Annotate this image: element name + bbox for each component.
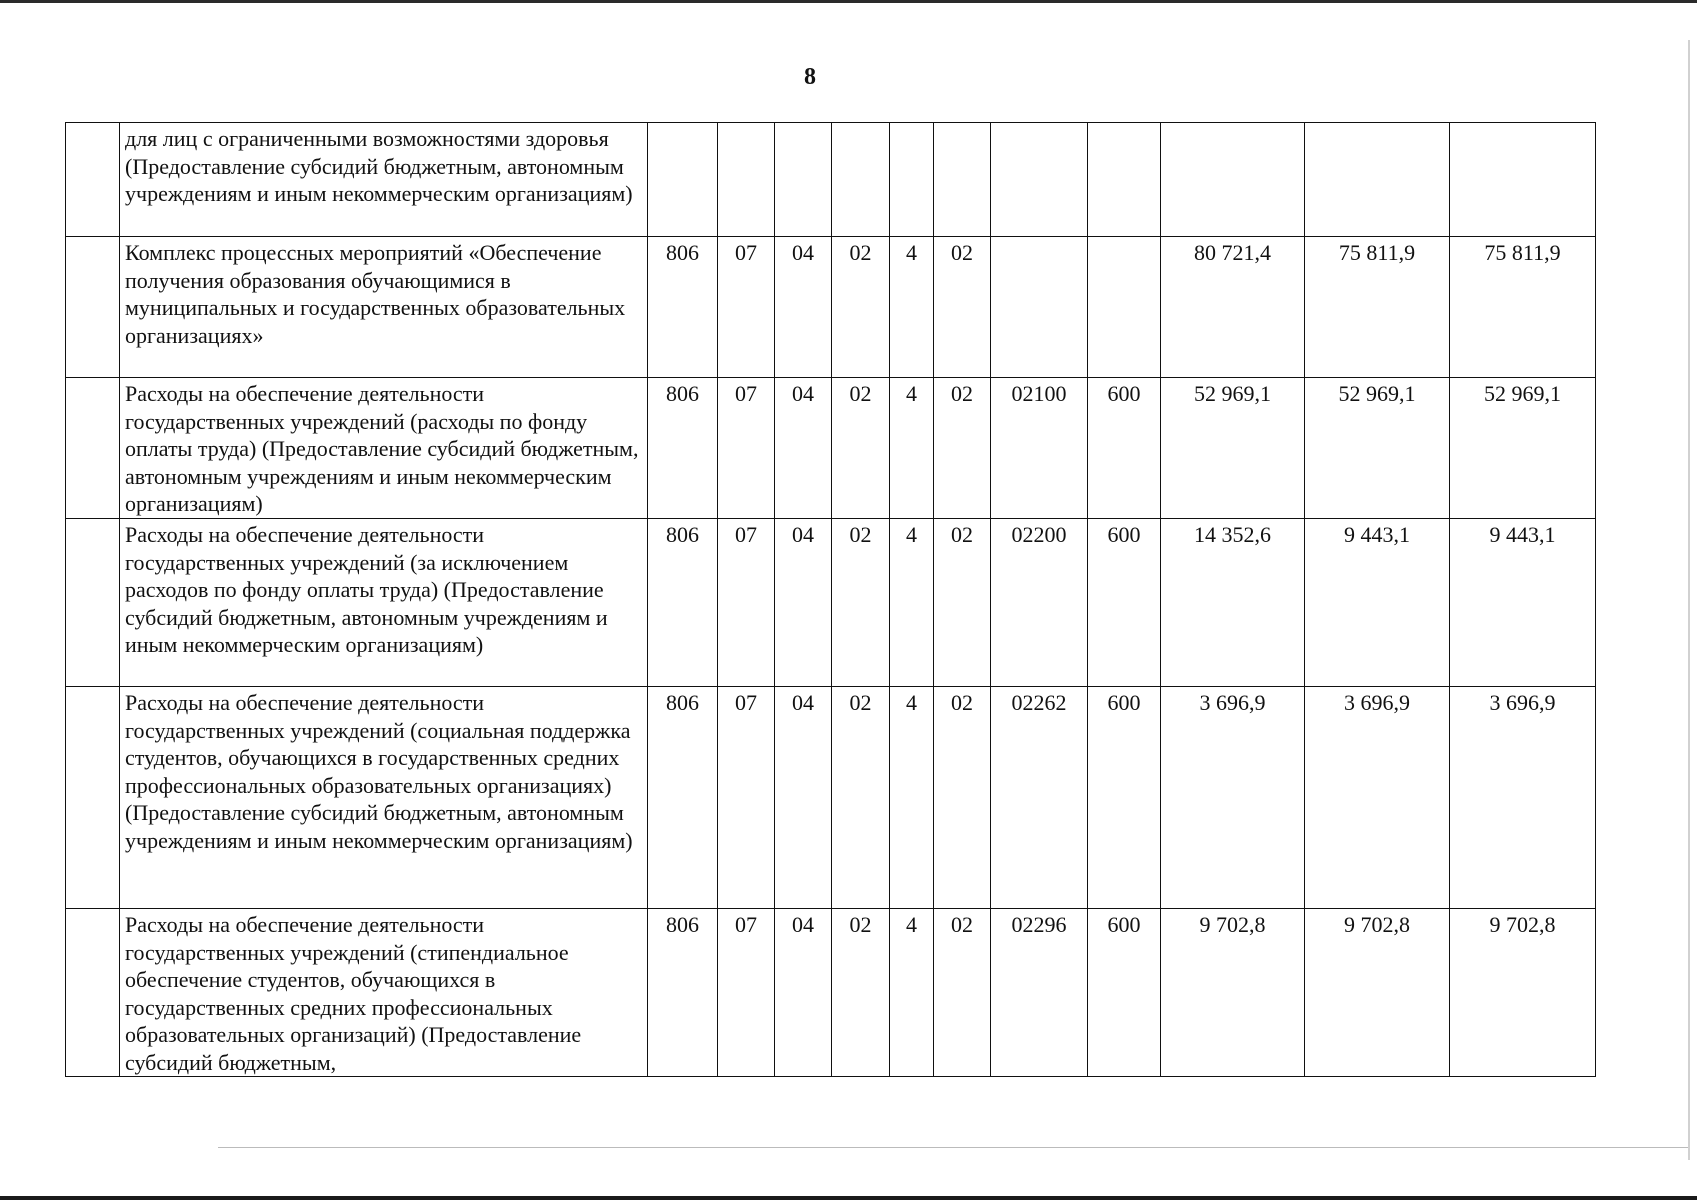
row-number-cell bbox=[66, 519, 120, 687]
cell-code-6 bbox=[934, 123, 991, 237]
cell-code-6: 02 bbox=[934, 687, 991, 909]
cell-code-8: 600 bbox=[1088, 378, 1161, 519]
cell-code-2: 07 bbox=[718, 909, 775, 1077]
cell-code-8: 600 bbox=[1088, 687, 1161, 909]
cell-value-3: 75 811,9 bbox=[1450, 237, 1596, 378]
cell-code-2: 07 bbox=[718, 519, 775, 687]
cell-code-5: 4 bbox=[890, 237, 934, 378]
cell-value-3: 9 443,1 bbox=[1450, 519, 1596, 687]
cell-code-3: 04 bbox=[775, 378, 832, 519]
cell-value-2: 3 696,9 bbox=[1305, 687, 1450, 909]
cell-code-4: 02 bbox=[832, 378, 890, 519]
cell-value-1: 9 702,8 bbox=[1161, 909, 1305, 1077]
row-name: для лиц с ограниченными возможностями здоровья (Предоставление субсидий бюджетным, автономным учреждениям и иным некоммерческим организациям) bbox=[120, 123, 648, 237]
cell-code-2: 07 bbox=[718, 687, 775, 909]
cell-code-1: 806 bbox=[648, 237, 718, 378]
cell-code-3 bbox=[775, 123, 832, 237]
cell-value-2: 75 811,9 bbox=[1305, 237, 1450, 378]
page-number: 8 bbox=[804, 64, 816, 90]
cell-code-3: 04 bbox=[775, 237, 832, 378]
row-number-cell bbox=[66, 687, 120, 909]
cell-value-1: 80 721,4 bbox=[1161, 237, 1305, 378]
cell-code-6: 02 bbox=[934, 909, 991, 1077]
cell-code-5: 4 bbox=[890, 519, 934, 687]
cell-code-7: 02100 bbox=[991, 378, 1088, 519]
row-name: Расходы на обеспечение деятельности государственных учреждений (расходы по фонду оплаты труда) (Предоставление субсидий бюджетным, автономным учреждениям и иным некоммерческим организациям) bbox=[120, 378, 648, 519]
cell-code-5: 4 bbox=[890, 378, 934, 519]
cell-code-1: 806 bbox=[648, 519, 718, 687]
cell-code-7: 02200 bbox=[991, 519, 1088, 687]
budget-table bbox=[65, 122, 1596, 1077]
table-row bbox=[66, 687, 1596, 909]
cell-code-5 bbox=[890, 123, 934, 237]
table-row bbox=[66, 519, 1596, 687]
cell-code-5: 4 bbox=[890, 687, 934, 909]
cell-code-3: 04 bbox=[775, 687, 832, 909]
row-number-cell bbox=[66, 237, 120, 378]
table-row bbox=[66, 237, 1596, 378]
scan-artifact-line bbox=[218, 1147, 1688, 1148]
scan-top-border bbox=[0, 0, 1697, 3]
table-row bbox=[66, 123, 1596, 237]
cell-code-3: 04 bbox=[775, 909, 832, 1077]
cell-value-3: 3 696,9 bbox=[1450, 687, 1596, 909]
table-row bbox=[66, 909, 1596, 1077]
row-number-cell bbox=[66, 378, 120, 519]
cell-code-4: 02 bbox=[832, 519, 890, 687]
cell-code-1: 806 bbox=[648, 687, 718, 909]
row-number-cell bbox=[66, 123, 120, 237]
cell-code-4: 02 bbox=[832, 909, 890, 1077]
cell-code-6: 02 bbox=[934, 378, 991, 519]
cell-value-3: 52 969,1 bbox=[1450, 378, 1596, 519]
cell-code-1 bbox=[648, 123, 718, 237]
cell-value-2: 9 702,8 bbox=[1305, 909, 1450, 1077]
cell-value-2: 9 443,1 bbox=[1305, 519, 1450, 687]
cell-code-7: 02262 bbox=[991, 687, 1088, 909]
cell-code-4 bbox=[832, 123, 890, 237]
cell-code-7 bbox=[991, 237, 1088, 378]
cell-value-3: 9 702,8 bbox=[1450, 909, 1596, 1077]
row-name: Комплекс процессных мероприятий «Обеспечение получения образования обучающимися в муниципальных и государственных образовательных организациях» bbox=[120, 237, 648, 378]
table-row bbox=[66, 378, 1596, 519]
cell-value-1 bbox=[1161, 123, 1305, 237]
cell-code-1: 806 bbox=[648, 378, 718, 519]
cell-code-5: 4 bbox=[890, 909, 934, 1077]
scan-right-shadow bbox=[1688, 40, 1690, 1160]
cell-code-8 bbox=[1088, 237, 1161, 378]
cell-code-6: 02 bbox=[934, 519, 991, 687]
cell-value-1: 14 352,6 bbox=[1161, 519, 1305, 687]
cell-value-2 bbox=[1305, 123, 1450, 237]
cell-code-8: 600 bbox=[1088, 909, 1161, 1077]
cell-code-8: 600 bbox=[1088, 519, 1161, 687]
cell-code-2 bbox=[718, 123, 775, 237]
cell-code-7 bbox=[991, 123, 1088, 237]
cell-code-1: 806 bbox=[648, 909, 718, 1077]
cell-value-2: 52 969,1 bbox=[1305, 378, 1450, 519]
scan-bottom-border bbox=[0, 1196, 1697, 1200]
row-name: Расходы на обеспечение деятельности государственных учреждений (стипендиальное обеспечение студентов, обучающихся в государственных средних профессиональных образовательных организаций) (Предоставление субсидий бюджетным, bbox=[120, 909, 648, 1077]
cell-code-4: 02 bbox=[832, 687, 890, 909]
cell-code-2: 07 bbox=[718, 237, 775, 378]
cell-value-1: 3 696,9 bbox=[1161, 687, 1305, 909]
cell-code-8 bbox=[1088, 123, 1161, 237]
row-number-cell bbox=[66, 909, 120, 1077]
row-name: Расходы на обеспечение деятельности государственных учреждений (за исключением расходов по фонду оплаты труда) (Предоставление субсидий бюджетным, автономным учреждениям и иным некоммерческим организациям) bbox=[120, 519, 648, 687]
cell-code-7: 02296 bbox=[991, 909, 1088, 1077]
cell-value-1: 52 969,1 bbox=[1161, 378, 1305, 519]
cell-code-2: 07 bbox=[718, 378, 775, 519]
cell-code-3: 04 bbox=[775, 519, 832, 687]
cell-code-6: 02 bbox=[934, 237, 991, 378]
row-name: Расходы на обеспечение деятельности государственных учреждений (социальная поддержка студентов, обучающихся в государственных средних профессиональных образовательных организациях) (Предоставление субсидий бюджетным, автономным учреждениям и иным некоммерческим организациям) bbox=[120, 687, 648, 909]
cell-value-3 bbox=[1450, 123, 1596, 237]
cell-code-4: 02 bbox=[832, 237, 890, 378]
